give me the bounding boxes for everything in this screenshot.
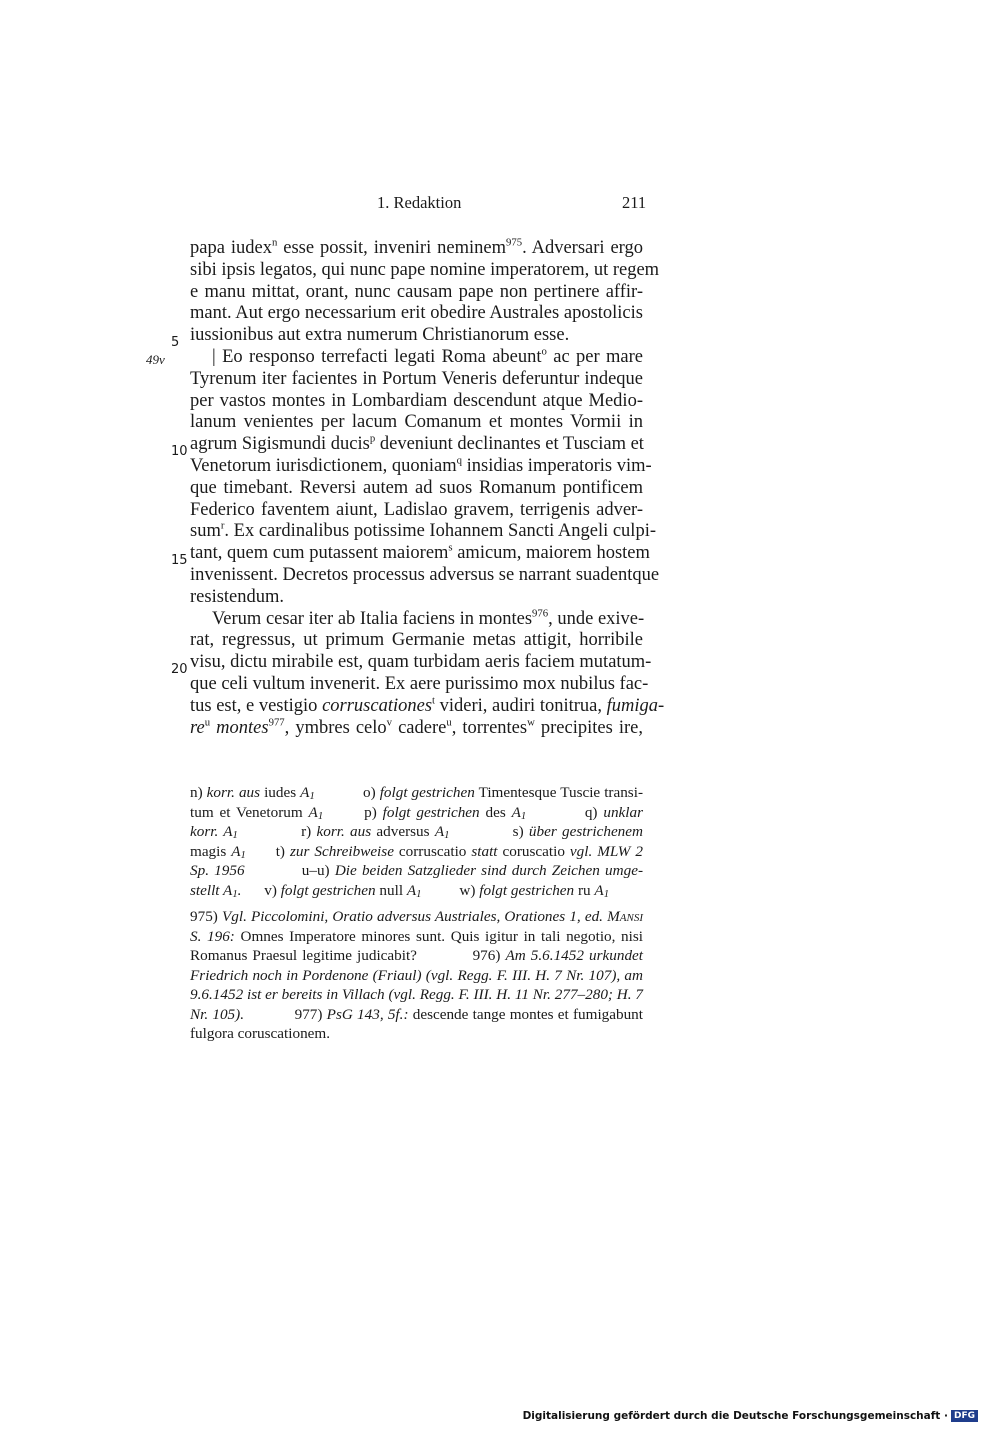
text-line: e manu mittat, orant, nunc causam pape non pertinere affir- — [190, 281, 643, 302]
text-line: Federico faventem aiunt, Ladislao gravem, terrigenis adver- — [190, 499, 643, 520]
text-line: per vastos montes in Lombardiam descendunt atque Medio- — [190, 390, 643, 411]
text-line: papa iudex$^n$ esse possit, inveniri neminem$^{975}$. Adversari ergo — [190, 236, 643, 258]
text-line: sibi ipsis legatos, qui nunc pape nomine imperatorem, ut regem — [190, 259, 660, 280]
text-line: visu, dictu mirabile est, quam turbidam aeris faciem mutatum- — [190, 652, 652, 673]
line-number-15: 15 — [171, 553, 188, 568]
text-line: | Eo responso terrefacti legati Roma abeunt$^o$ ac per mare — [212, 345, 643, 367]
note-line: 975) Vgl. Piccolomini, Oratio adversus Austriales, Orationes 1, ed. Mansi — [190, 908, 644, 925]
commentary-footnotes — [190, 907, 643, 1044]
text-line: $re^u$ montes$^{977}$, ymbres celo$^v$ cadere$^u$, torrentes$^w$ precipites ire, — [190, 715, 643, 738]
text-line: agrum Sigismundi ducis$^p$ deveniunt declinantes et Tusciam et — [190, 432, 644, 455]
line-number-10: 10 — [171, 444, 188, 459]
text-line: que celi vultum invenerit. Ex aere purissimo mox nubilus fac- — [190, 673, 649, 694]
text-line: tant, quem cum putassent maiorem$^s$ amicum, maiorem hostem — [190, 541, 650, 564]
text-line: que timebant. Reversi autem ad suos Romanum pontificem — [190, 477, 643, 498]
line-number-5: 5 — [171, 335, 180, 350]
line-number-20: 20 — [171, 662, 188, 677]
text-line: Tyrenum iter facientes in Portum Veneris deferuntur indeque — [190, 368, 643, 389]
funding-text: Digitalisierung gefördert durch die Deutsche Forschungsgemeinschaft · — [522, 1410, 948, 1422]
note-line: Sp. 1956 u–u) Die beiden Satzglieder sind durch Zeichen umge- — [190, 862, 644, 879]
note-line: Romanus Praesul legitime judicabit? 976) Am 5.6.1452 urkundet — [190, 947, 643, 964]
text-line: Venetorum iurisdictionem, quoniam$^q$ insidias imperatoris vim- — [190, 454, 652, 476]
text-line: tus est, e vestigio corruscationes$^t$ videri, audiri tonitrua, fumiga- — [190, 694, 665, 716]
folio-marker: 49v — [146, 352, 165, 367]
note-line: fulgora coruscationem. — [190, 1025, 331, 1042]
text-line: rat, regressus, ut primum Germanie metas attigit, horribile — [190, 630, 643, 651]
note-line: stellt $A_1$. v) folgt gestrichen null $A_1$ w) folgt gestrichen ru $A_1$ — [190, 881, 609, 900]
note-line: magis $A_1$ t) zur Schreibweise corruscatio statt coruscatio vgl. MLW 2 — [190, 842, 643, 861]
critical-apparatus — [190, 783, 643, 900]
text-line: resistendum. — [190, 586, 285, 607]
note-line: 9.6.1452 ist er bereits in Villach (vgl. Regg. F. III. H. 11 Nr. 277–280; H. 7 — [190, 986, 643, 1003]
main-text-block — [190, 236, 665, 739]
note-line: korr. $A_1$ r) korr. aus adversus $A_1$ s) über gestrichenem — [190, 823, 643, 842]
note-line: Nr. 105). 977) PsG 143, 5f.: descende tange montes et fumigabunt — [190, 1005, 643, 1023]
note-line: tum et Venetorum $A_1$ p) folgt gestrichen des $A_1$ q) unklar — [190, 803, 643, 822]
text-line: sum$^r$. Ex cardinalibus potissime Iohannem Sancti Angeli culpi- — [190, 519, 657, 542]
page-number: 211 — [622, 193, 647, 212]
running-header-title: 1. Redaktion — [377, 193, 462, 212]
text-line: Verum cesar iter ab Italia faciens in montes$^{976}$, unde exive- — [212, 606, 645, 629]
note-line: Friedrich noch in Pordenone (Friaul) (vgl. Regg. F. III. H. 7 Nr. 107), am — [190, 966, 643, 984]
text-line: iussionibus aut extra numerum Christianorum esse. — [190, 325, 570, 346]
dfg-logo: DFG — [951, 1410, 978, 1422]
funding-footer — [523, 1410, 978, 1422]
text-line: mant. Aut ergo necessarium erit obedire Australes apostolicis — [190, 303, 643, 324]
note-line: S. 196: Omnes Imperatore minores sunt. Quis igitur in tali negotio, nisi — [190, 927, 643, 945]
text-line: invenissent. Decretos processus adversus se narrant suadentque — [190, 564, 660, 585]
text-line: lanum venientes per lacum Comanum et montes Vormii in — [190, 412, 643, 433]
note-line: n) korr. aus iudes $A_1$ o) folgt gestrichen Timentesque Tuscie transi- — [190, 784, 643, 803]
